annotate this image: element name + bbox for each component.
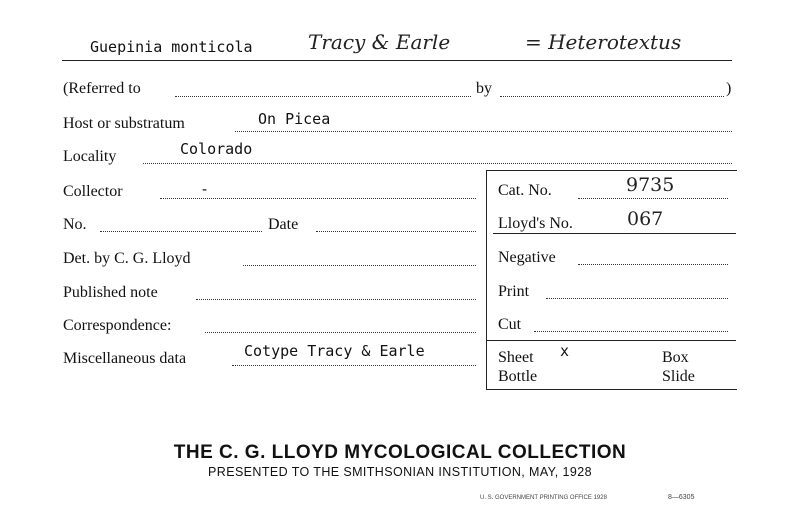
collector-value: - xyxy=(200,180,210,198)
referred-to-line xyxy=(175,96,471,97)
box-label: Box xyxy=(662,349,689,366)
lloyd-label: Lloyd's No. xyxy=(498,215,573,232)
misc-line xyxy=(232,365,476,366)
published-label: Published note xyxy=(63,284,158,301)
cut-label: Cut xyxy=(498,316,522,333)
host-label: Host or substratum xyxy=(63,115,185,132)
sheet-mark: x xyxy=(560,342,570,360)
cat-label: Cat. No. xyxy=(498,182,552,199)
sheet-label: Sheet xyxy=(498,349,534,366)
print-line xyxy=(546,298,728,299)
correspondence-label: Correspondence: xyxy=(63,317,172,334)
synonym-note: = Heterotextus xyxy=(525,30,682,54)
misc-value: Cotype Tracy & Earle xyxy=(244,342,425,360)
bottle-label: Bottle xyxy=(498,368,538,385)
cut-line xyxy=(534,331,728,332)
slide-label: Slide xyxy=(662,368,695,385)
locality-label: Locality xyxy=(63,148,117,165)
locality-line xyxy=(143,163,732,164)
det-label: Det. by C. G. Lloyd xyxy=(63,250,191,267)
sheet-rule xyxy=(486,340,736,341)
host-line xyxy=(235,131,732,132)
date-line xyxy=(316,231,476,232)
species-authors: Tracy & Earle xyxy=(308,30,451,54)
det-line xyxy=(243,265,476,266)
print-label: Print xyxy=(498,283,530,300)
date-label: Date xyxy=(268,216,299,233)
header-rule xyxy=(62,60,732,61)
referred-to-label: (Referred to xyxy=(63,80,141,97)
lloyd-value: 067 xyxy=(627,208,664,230)
close-paren: ) xyxy=(726,80,732,97)
by-line xyxy=(500,96,724,97)
printer-note: U. S. GOVERNMENT PRINTING OFFICE 1928 xyxy=(480,495,607,501)
cat-value: 9735 xyxy=(626,174,675,196)
host-value: On Picea xyxy=(258,110,331,128)
negative-line xyxy=(578,264,728,265)
lloyd-rule xyxy=(493,233,736,234)
published-line xyxy=(196,299,476,300)
collection-title: THE C. G. LLOYD MYCOLOGICAL COLLECTION xyxy=(173,442,627,463)
collection-subtitle: PRESENTED TO THE SMITHSONIAN INSTITUTION, MAY, 1928 xyxy=(208,465,592,479)
no-label: No. xyxy=(63,216,87,233)
correspondence-line xyxy=(205,332,476,333)
cat-line xyxy=(578,198,728,199)
collector-label: Collector xyxy=(63,183,123,200)
misc-label: Miscellaneous data xyxy=(63,350,187,367)
by-label: by xyxy=(476,80,492,97)
negative-label: Negative xyxy=(498,249,556,266)
form-number: 8—6305 xyxy=(668,494,695,501)
no-line xyxy=(100,231,262,232)
species-name: Guepinia monticola xyxy=(90,38,253,56)
collector-line xyxy=(160,198,476,199)
locality-value: Colorado xyxy=(180,140,253,158)
